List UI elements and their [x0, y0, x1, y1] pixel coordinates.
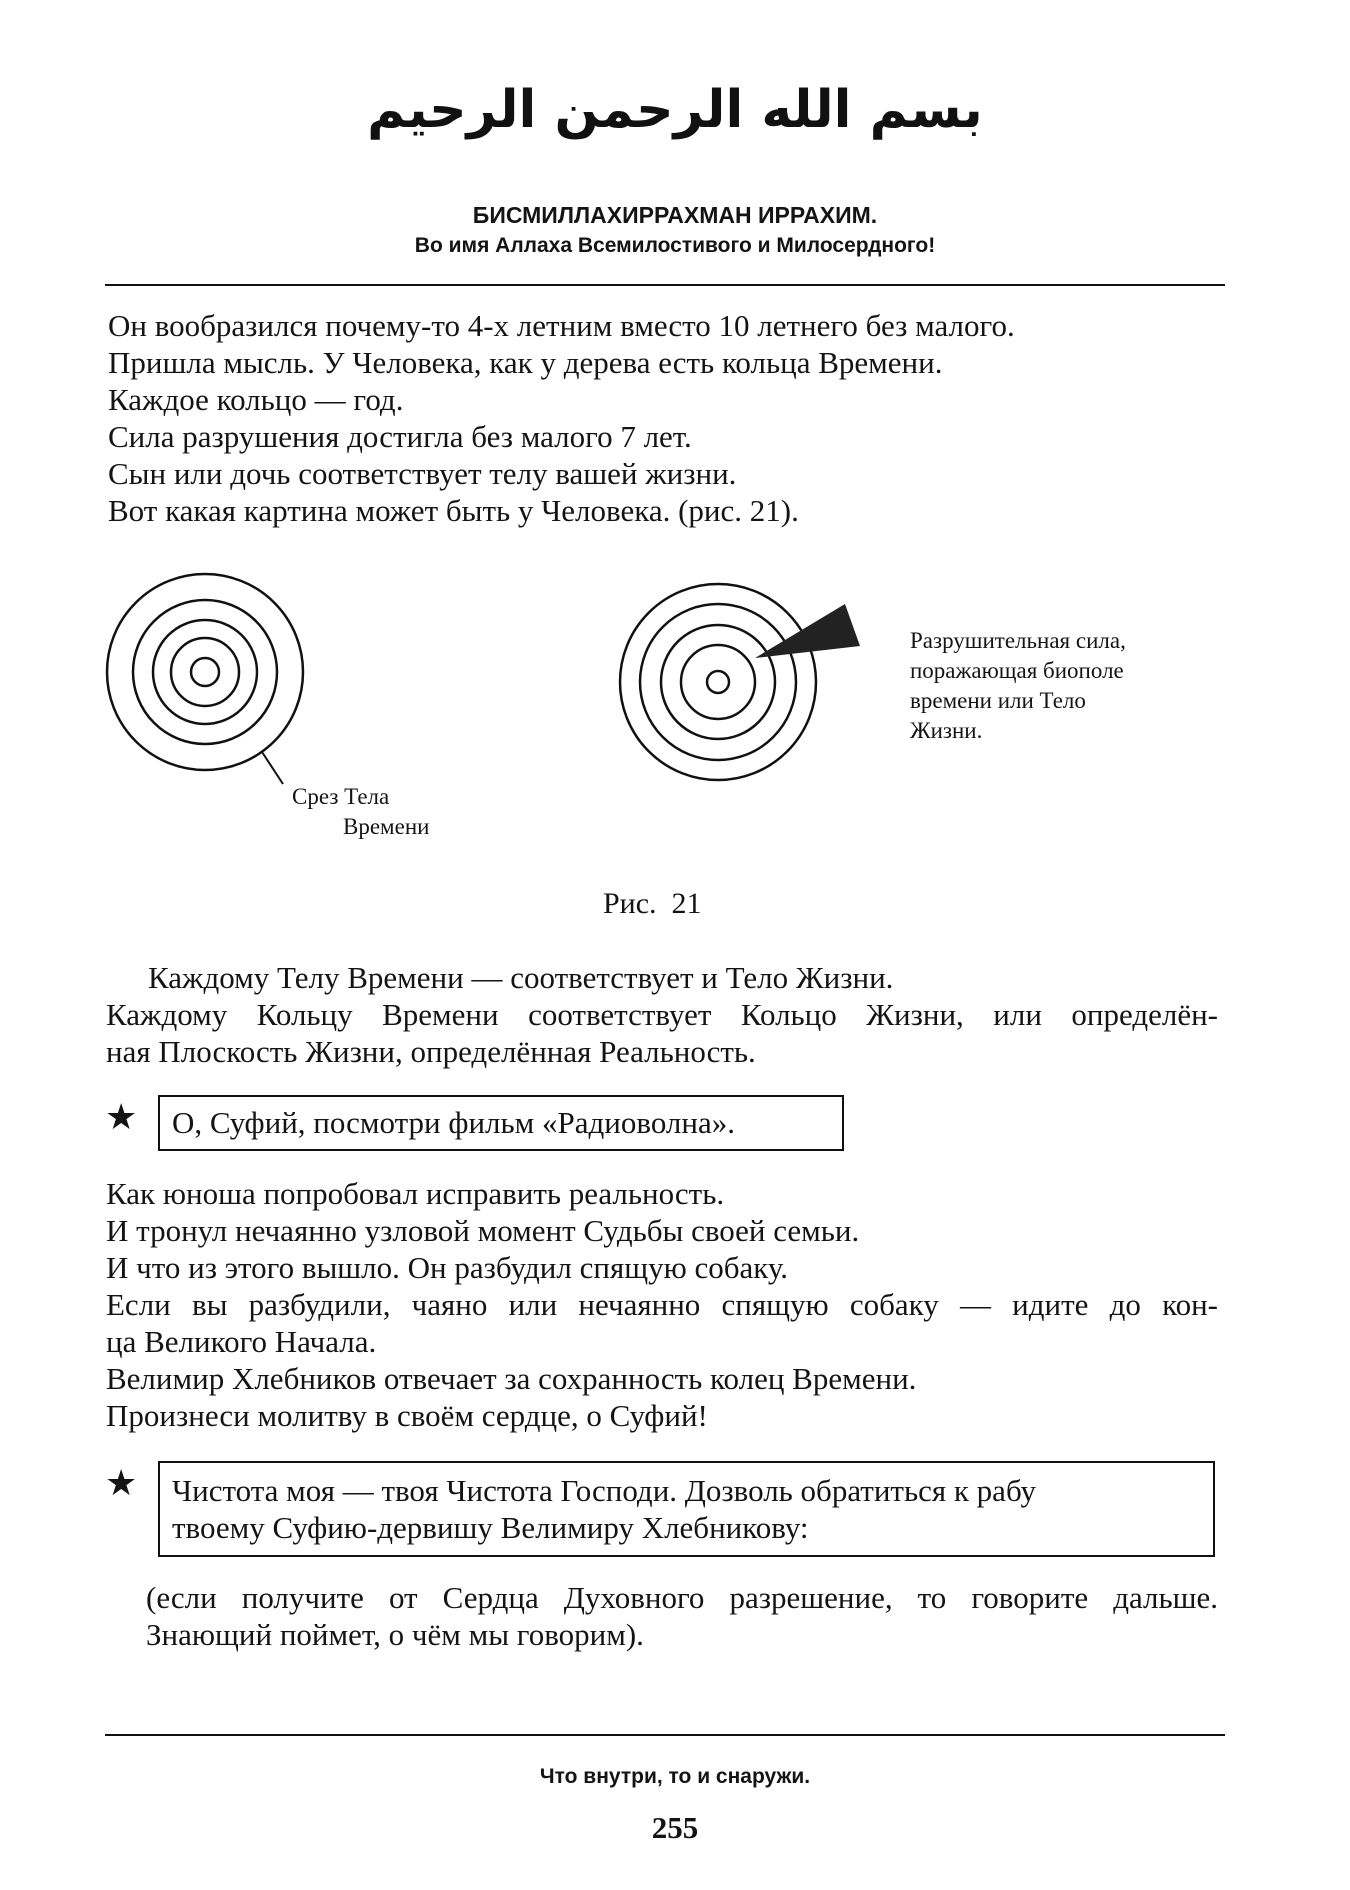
footer-rule: [105, 1734, 1225, 1736]
left-figure-label-2: Времени: [343, 814, 430, 839]
para3-line: Если вы разбудили, чаяно или нечаянно спящую собаку — идите до кон-: [106, 1287, 1218, 1322]
film-note-box: [158, 1095, 844, 1151]
figure-caption: Рис. 21: [603, 887, 702, 920]
right-figure-label-2: поражающая биополе: [910, 658, 1124, 683]
page-number: 255: [651, 1810, 699, 1845]
destructive-force-wedge: [755, 604, 860, 658]
right-figure-label-4: Жизни.: [910, 718, 983, 743]
para3-line: ца Великого Начала.: [106, 1324, 377, 1359]
intro-line: Каждое кольцо — год.: [108, 382, 404, 417]
header-title: БИСМИЛЛАХИРРАХМАН ИРРАХИМ.: [472, 202, 878, 228]
header-rule: [105, 284, 1225, 286]
para3-line: Велимир Хлебников отвечает за сохранность колец Времени.: [106, 1361, 917, 1396]
figure-21: [0, 560, 1350, 860]
right-figure-label-3: времени или Тело: [910, 688, 1086, 713]
para2-line: Каждому Кольцу Времени соответствует Кольцо Жизни, или определён-: [106, 997, 1218, 1032]
time-rings-right: [620, 584, 816, 780]
para4-line: (если получите от Сердца Духовного разрешение, то говорите дальше.: [146, 1580, 1218, 1615]
header-subtitle: Во имя Аллаха Всемилостивого и Милосердного!: [414, 234, 936, 257]
para3-line: И тронул нечаянно узловой момент Судьбы своей семьи.: [106, 1213, 860, 1248]
para3-line: Произнеси молитву в своём сердце, о Суфий!: [106, 1398, 708, 1433]
para3-line: И что из этого вышло. Он разбудил спящую собаку.: [106, 1250, 789, 1285]
intro-line: Вот какая картина может быть у Человека. (рис. 21).: [108, 493, 799, 528]
left-figure-label-1: Срез Тела: [292, 784, 390, 809]
intro-line: Сын или дочь соответствует телу вашей жизни.: [108, 456, 737, 491]
bismillah-calligraphy: بسم الله الرحمن الرحيم: [367, 80, 983, 140]
star-icon: ★: [105, 1463, 138, 1504]
star-icon: ★: [105, 1097, 138, 1138]
time-rings-left: [107, 574, 303, 770]
film-note-text: О, Суфий, посмотри фильм «Радиоволна».: [172, 1105, 735, 1140]
intro-line: Пришла мысль. У Человека, как у дерева есть кольца Времени.: [108, 345, 943, 380]
para4-line: Знающий поймет, о чём мы говорим).: [146, 1617, 644, 1652]
footer-motto: Что внутри, то и снаружи.: [539, 1765, 811, 1788]
prayer-line: Чистота моя — твоя Чистота Господи. Дозволь обратиться к рабу: [172, 1473, 1037, 1508]
intro-line: Он вообразился почему-то 4-х летним вместо 10 летнего без малого.: [108, 308, 1015, 343]
para2-line: Каждому Телу Времени — соответствует и Тело Жизни.: [148, 960, 894, 995]
para3-line: Как юноша попробовал исправить реальность.: [106, 1176, 725, 1211]
para2-line: ная Плоскость Жизни, определённая Реальность.: [106, 1034, 756, 1069]
prayer-line: твоему Суфию-дервишу Велимиру Хлебникову:: [172, 1510, 809, 1545]
intro-line: Сила разрушения достигла без малого 7 лет.: [108, 419, 692, 454]
prayer-box: [158, 1461, 1215, 1557]
right-figure-label-1: Разрушительная сила,: [910, 628, 1126, 653]
label-pointer: [262, 752, 283, 784]
